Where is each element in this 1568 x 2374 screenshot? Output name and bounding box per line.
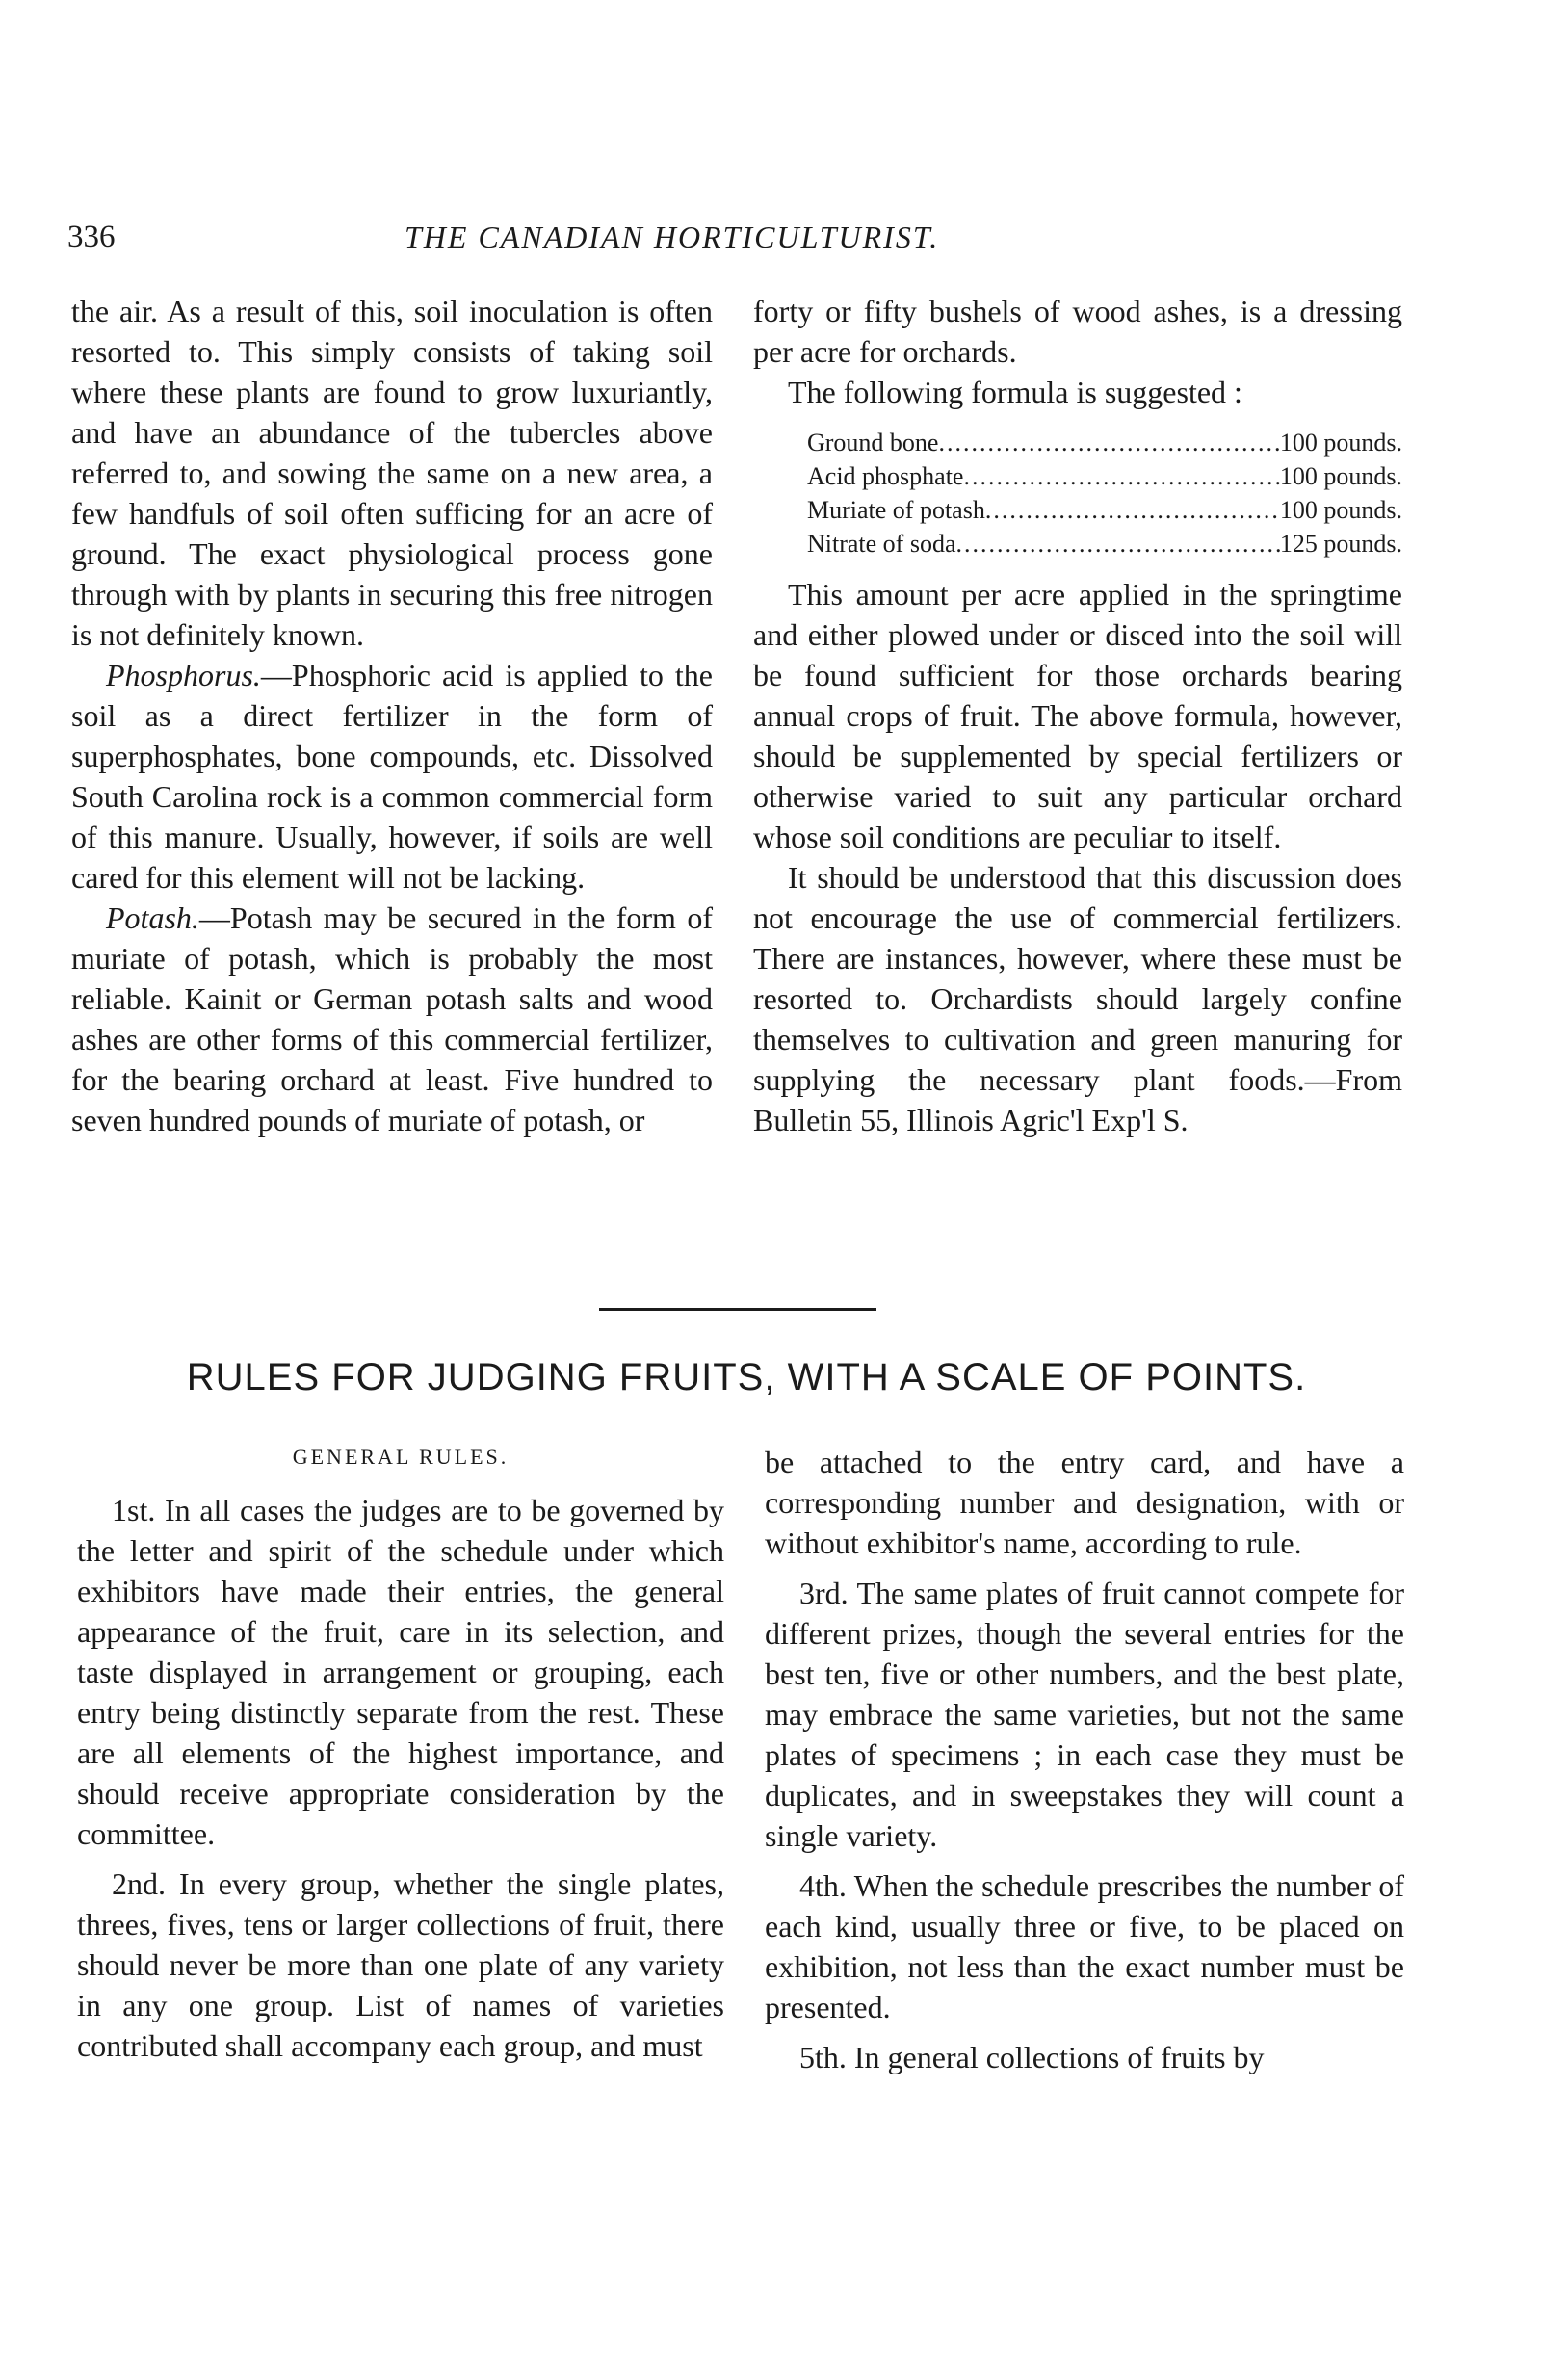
- formula-row: [807, 493, 1402, 527]
- paragraph: [71, 898, 713, 1140]
- leader-dots: [956, 527, 1280, 561]
- paragraph: forty or fifty bushels of wood ashes, is a dressing per acre for orchards.: [753, 294, 1402, 369]
- paragraph: It should be understood that this discussion does not encourage the use of commercial fertilizers. There are instances, however, where these must be resorted to. Orchardists should largely confine themselves to cultivation and green manuring for supplying the necessary plant foods.—From Bulletin 55, Illinois Agric'l Exp'l S.: [753, 860, 1402, 1137]
- article-title: RULES FOR JUDGING FRUITS, WITH A SCALE OF POINTS.: [186, 1356, 1307, 1398]
- formula-row: [807, 459, 1402, 493]
- formula-amount: 125 pounds.: [1279, 530, 1402, 558]
- formula-amount: 100 pounds.: [1279, 429, 1402, 457]
- article2-column-left: [77, 1490, 724, 2066]
- article1-column-left: [71, 291, 713, 1140]
- section-divider: [599, 1308, 876, 1311]
- formula-ingredient: Acid phosphate: [807, 462, 964, 490]
- paragraph: 4th. When the schedule prescribes the number of each kind, usually three or five, to be placed on exhibition, not less than the exact number must be presented.: [765, 1868, 1404, 2024]
- paragraph: 3rd. The same plates of fruit cannot compete for different prizes, though the several entries for the best ten, five or other numbers, and the best plate, may embrace the same varieties, but not the same plates of specimens ; in each case they must be duplicates, and in sweepstakes they will count a single variety.: [765, 1576, 1404, 1853]
- section-subheading: GENERAL RULES.: [292, 1445, 510, 1469]
- potash-label: Potash.: [106, 900, 199, 935]
- formula-ingredient: Muriate of potash: [807, 496, 985, 524]
- page-number: 336: [67, 220, 116, 254]
- leader-dots: [938, 426, 1279, 459]
- running-title: THE CANADIAN HORTICULTURIST.: [405, 220, 940, 254]
- fertilizer-formula-table: [807, 426, 1402, 561]
- article2-column-right: [765, 1442, 1404, 2077]
- paragraph: 2nd. In every group, whether the single plates, threes, fives, tens or larger collections of fruit, there should never be more than one plate of any variety in any one group. List of names of varieties contributed shall accompany each group, and must: [77, 1866, 724, 2063]
- leader-dots: [985, 493, 1280, 527]
- formula-row: [807, 527, 1402, 561]
- formula-row: [807, 426, 1402, 459]
- paragraph: [71, 655, 713, 898]
- paragraph: the air. As a result of this, soil inoculation is often resorted to. This simply consists of taking soil where these plants are found to grow luxuriantly, and have an abundance of the tubercles above referred to, and sowing the same on a new area, a few handfuls of soil often sufficing for an acre of ground. The exact physiological process gone through with by plants in securing this free nitrogen is not definitely known.: [71, 294, 713, 652]
- paragraph-text: —Phosphoric acid is applied to the soil as a direct fertilizer in the form of superphosphates, bone compounds, etc. Dissolved South Carolina rock is a common commercial form of this manure. Usually, however, if soils are well cared for this element will not be lacking.: [71, 658, 713, 895]
- formula-ingredient: Nitrate of soda: [807, 530, 956, 558]
- paragraph: The following formula is suggested :: [788, 375, 1242, 409]
- formula-ingredient: Ground bone: [807, 429, 939, 457]
- paragraph-text: —Potash may be secured in the form of muriate of potash, which is probably the most reliable. Kainit or German potash salts and wood ashes are other forms of this commercial fertilizer, for the bearing orchard at least. Five hundred to seven hundred pounds of muriate of potash, or: [71, 900, 713, 1137]
- leader-dots: [963, 459, 1279, 493]
- paragraph: 1st. In all cases the judges are to be governed by the letter and spirit of the schedule under which exhibitors have made their entries, the general appearance of the fruit, care in its selection, and taste displayed in arrangement or grouping, each entry being distinctly separate from the rest. These are all elements of the highest importance, and should receive appropriate consideration by the committee.: [77, 1493, 724, 1851]
- formula-amount: 100 pounds.: [1279, 462, 1402, 490]
- formula-amount: 100 pounds.: [1279, 496, 1402, 524]
- phosphorus-label: Phosphorus.: [106, 658, 261, 692]
- paragraph: This amount per acre applied in the springtime and either plowed under or disced into the soil will be found sufficient for those orchards bearing annual crops of fruit. The above formula, however, should be supplemented by special fertilizers or otherwise varied to suit any particular orchard whose soil conditions are peculiar to itself.: [753, 577, 1402, 854]
- article1-column-right: [753, 291, 1402, 1140]
- paragraph: 5th. In general collections of fruits by: [799, 2040, 1265, 2074]
- paragraph: be attached to the entry card, and have a corresponding number and designation, with or without exhibitor's name, according to rule.: [765, 1445, 1404, 1560]
